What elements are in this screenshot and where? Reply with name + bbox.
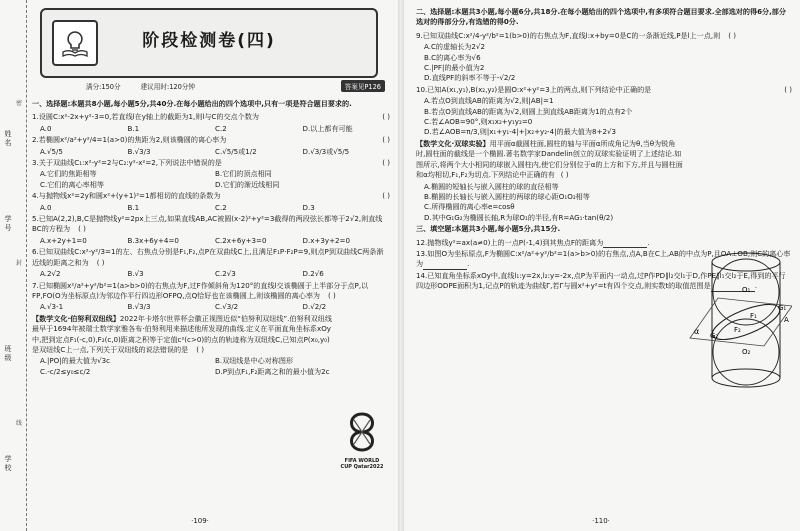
question-4: 4.与抛物线x²=2y和圆x²+(y+1)²=1都相切的直线的条数为 ( ) bbox=[32, 191, 390, 201]
question-3: 3.关于双曲线C₁:x²-y²=2与C₂:y²-x²=2,下列说法中错误的是 ( ) bbox=[32, 158, 390, 168]
question-1: 1.设圆C:x²-2x+y²-3=0,若直线l在y轴上的截距为1,则l与C的交点个数为 ( ) bbox=[32, 112, 390, 122]
answer-blank bbox=[603, 239, 647, 248]
right-page bbox=[402, 0, 800, 531]
label-o2: O₂ bbox=[742, 348, 751, 356]
side-label-name: 姓名 bbox=[4, 130, 12, 147]
question-9: 9.已知双曲线C:x²/4-y²/b²=1(b>0)的右焦点为F,直线l:x+by=0是C的一条渐近线,P是l上一点,则 ( ) bbox=[416, 30, 736, 40]
question-5-options: A.x+2y+1=0 B.3x+6y+4=0 C.2x+6y+3=0 D.x+3y+2=0 bbox=[40, 235, 350, 245]
question-12: 12.抛物线y²=ax(a≠0)上的一点P(-1,4)到其焦点F的距离为 . bbox=[416, 237, 650, 247]
side-label-id: 学号 bbox=[4, 215, 12, 232]
question-7-options: A.√3-1 B.√3/3 C.√3/2 D.√2/2 bbox=[40, 302, 327, 312]
fifa-caption: FIFA WORLD CUP Qatar2022 bbox=[340, 458, 384, 470]
answer-ref-badge: 答案见P126 bbox=[341, 80, 385, 92]
left-content bbox=[32, 98, 390, 378]
meta-row bbox=[40, 80, 385, 92]
question-13: 13.如图O为坐标原点,F为椭圆C:x²/a²+y²/b²=1(a>b>0)的右焦点,点A,B在C上,AB的中点为P,且OA⊥OB,则C的离心率为 . bbox=[416, 248, 791, 269]
label-g1: G₁ bbox=[778, 304, 787, 312]
section-heading-3: 三、填空题:本题共3小题,每小题5分,共15分. bbox=[416, 224, 561, 234]
label-o1: O₁ bbox=[742, 286, 751, 294]
answer-blank bbox=[423, 261, 467, 270]
section-heading-2: 二、选择题:本题共3小题,每小题6分,共18分.在每小题给出的四个选项中,有多项符合题目要求.全部选对的得6分,部分选对的得部分分,有选错的得0分. bbox=[416, 7, 786, 27]
question-6-options: A.2√2 B.√3 C.2√3 D.2√6 bbox=[40, 269, 324, 279]
page-number-left: ·109· bbox=[191, 517, 209, 525]
question-8-options: A.|PO|的最大值为√3c B.双纽线是中心对称图形 C.-c/2≤y₀≤c/2 D.P到点F₁,F₂距离之和的最小值为2c bbox=[40, 356, 330, 376]
cut-word-line: 线 bbox=[16, 420, 23, 427]
suggested-time: 建议用时:120分钟 bbox=[140, 83, 195, 91]
full-score: 满分:150分 bbox=[86, 83, 121, 91]
question-5: 5.已知A(2,2),B,C是抛物线y²=2px上三点,如果直线AB,AC被圆(x-2)²+y²=3截得的两段弦长都等于2√2,则直线BC的方程为 ( ) bbox=[32, 214, 383, 234]
question-8: 【数学文化·伯努利双纽线】2022年卡塔尔世界杯会徽正视图近似“伯努利双纽线”.伯努利双纽线最早于1694年被瑞士数学家雅各布·伯努利用来描述他所发现的曲线.定义在平面直角坐标系xOy中,把到定点F₁(-c,0),F₂(c,0)距离之积等于定值c²(c>0)的点的轨迹称为双纽线C,已知点P(x₀,y₀)是双纽线C上一点,下列关于双纽线的说法错误的是 ( ) bbox=[32, 313, 332, 354]
question-7: 7.已知椭圆x²/a²+y²/b²=1(a>b>0)的右焦点为F,过F作倾斜角为120°的直线l交该椭圆于上半部分于点P,以FP,FO(O为坐标原点)为邻边作平行四边形OFPQ,点Q恰好也在该椭圆上,则该椭圆的离心率为 ( ) bbox=[32, 280, 369, 300]
side-label-class: 班级 bbox=[4, 345, 12, 362]
dandelin-spheres-figure bbox=[688, 248, 792, 394]
question-10: 10.已知A(x₁,y₁),B(x₂,y₂)是圆O:x²+y²=3上的两点,则下列结论中正确的是 ( ) bbox=[416, 84, 792, 94]
title-banner bbox=[40, 8, 378, 78]
question-9-options: A.C的虚轴长为2√2 B.C的离心率为√6 C.|PF|的最小值为2 D.直线PF的斜率不等于-√2/2 bbox=[424, 42, 516, 83]
section-heading-1: 一、选择题:本题共8小题,每小题5分,共40分.在每小题给出的四个选项中,只有一项是符合题目要求的. bbox=[32, 99, 352, 108]
page-title: 阶段检测卷(四) bbox=[142, 31, 276, 51]
question-11-options: A.椭圆的短轴长与嵌入圆柱的球的直径相等 B.椭圆的长轴长与嵌入圆柱的两球的球心距O₁O₂相等 C.所得椭圆的离心率e=cosθ D.其中G₁G₂为椭圆长轴,R为球O₁的半径,有R=AG₁·tan(θ/2) bbox=[424, 181, 614, 222]
fifa-emblem bbox=[340, 410, 384, 468]
label-a: A bbox=[784, 316, 789, 324]
qatar-2022-emblem-icon bbox=[340, 410, 384, 454]
label-alpha: α bbox=[694, 327, 700, 336]
question-2: 2.若椭圆x²/a²+y²/4=1(a>0)的焦距为2,则该椭圆的离心率为 ( ) bbox=[32, 135, 390, 145]
question-1-options: A.0 B.1 C.2 D.以上都有可能 bbox=[40, 123, 353, 133]
question-11: 【数学文化·双球实验】用平面α截圆柱面,圆柱的轴与平面α所成角记为θ,当θ为锐角时,圆柱面的截线是一个椭圆.著名数学家Dandelin创立的双球实验证明了上述结论.如图所示,将两个大小相同的球嵌入圆柱内,使它们分别位于α的上方和下方,并且与圆柱面和α均相切,F₁,F₂为切点.下列结论中正确的有 ( ) bbox=[416, 138, 683, 180]
cut-word-close: 封 bbox=[16, 260, 23, 267]
question-4-options: A.0 B.1 C.2 D.3 bbox=[40, 202, 315, 212]
question-2-options: A.√5/5 B.√3/3 C.√5/5或1/2 D.√3/3或√5/5 bbox=[40, 146, 350, 156]
question-10-options: A.若点O到直线AB的距离为√2,则|AB|=1 B.若点O到直线AB的距离为√2,则圆上到直线AB距离为1的点有2个 C.若∠AOB=90°,则x₁x₂+y₁y₂=0 D.若∠AOB=π/3,则|x₁+y₁-4|+|x₂+y₂-4|的最大值为8+2√3 bbox=[424, 96, 633, 137]
binding-strip bbox=[0, 0, 27, 531]
side-label-school: 学校 bbox=[4, 455, 12, 472]
page-number-right: ·110· bbox=[592, 517, 610, 525]
question-6: 6.已知双曲线C:x²-y²/3=1的左、右焦点分别是F₁,F₂,点P在双曲线C上,且满足F₁P·F₂P=9,则点P到双曲线C两条渐近线的距离之和为 ( ) bbox=[32, 247, 384, 267]
label-f2: F₂ bbox=[734, 326, 741, 334]
label-f1: F₁ bbox=[750, 312, 757, 320]
cut-word-seal: 密 bbox=[16, 100, 23, 107]
label-g2: G₂ bbox=[710, 332, 719, 340]
question-3-options: A.它们的焦距相等 B.它们的顶点相同 C.它们的离心率相等 D.它们的渐近线相同 bbox=[40, 169, 280, 189]
question-14: 14.已知直角坐标系xOy中,直线l₁:y=2x,l₂:y=-2x,点P为平面内一动点,过P作PD∥l₂交l₁于D,作PE∥l₁交l₂于E,得到的平行四边形ODPE面积为1,记点P的轨迹为曲线Γ,若Γ与圆x²+y²=t有四个交点,则实数t的取值范围是 . bbox=[416, 270, 786, 291]
